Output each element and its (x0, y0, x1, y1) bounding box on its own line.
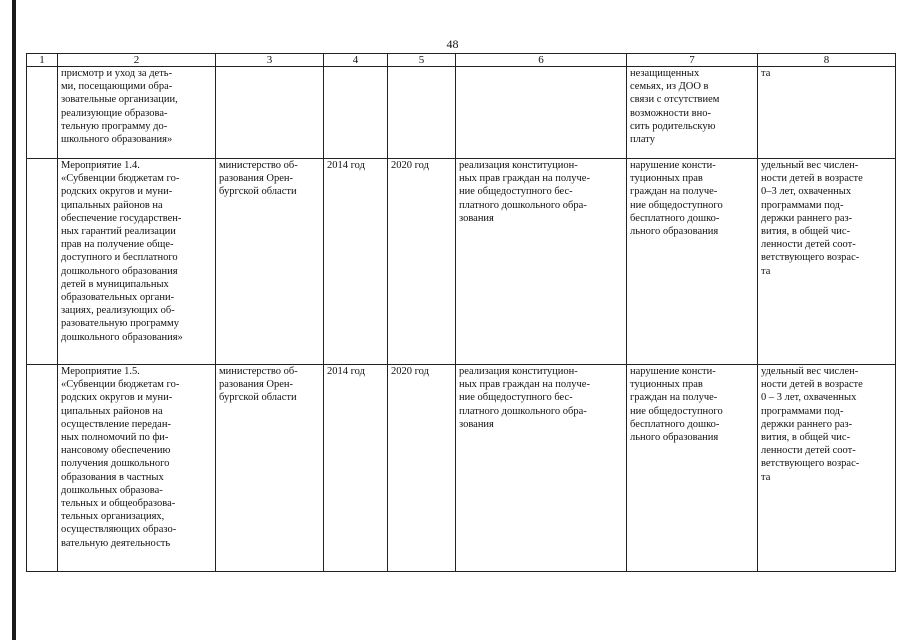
cell-text-line: ных прав граждан на получе- (459, 379, 590, 391)
cell-text-line: родских округов и муни- (61, 392, 173, 404)
cell-text-line: осуществляющих образо- (61, 524, 177, 536)
cell-text-line: детей в муниципальных (61, 278, 169, 290)
expected-result-cell (456, 67, 627, 159)
cell-text-line: реализующие образова- (61, 107, 168, 119)
page-left-border (12, 0, 16, 640)
indicator-cell (758, 67, 896, 159)
cell-text-line: та (761, 471, 771, 483)
cell-text-line: зовательные организации, (61, 94, 178, 106)
start-year-cell (324, 365, 388, 572)
cell-text-line: нарушение консти- (630, 160, 716, 171)
cell-text-line: тельных организациях, (61, 511, 165, 523)
cell-text-line: Мероприятие 1.4. (61, 160, 140, 171)
end-year-cell (388, 67, 456, 159)
cell-text-line: удельный вес числен- (761, 160, 859, 171)
cell-text-line: программами под- (761, 405, 844, 417)
cell-text-line: удельный вес числен- (761, 366, 859, 377)
cell-text-line: семьях, из ДОО в (630, 81, 709, 93)
cell-text-line: ных гарантий реализации (61, 226, 176, 238)
row-index-cell (27, 365, 58, 572)
measure-cell (58, 365, 216, 572)
cell-text-line: льного образования (630, 432, 719, 444)
measure-cell (58, 67, 216, 159)
cell-text-line: родских округов и муни- (61, 186, 173, 198)
cell-text-line: незащищенных (630, 68, 700, 79)
executor-cell (216, 365, 324, 572)
cell-text-line: ние общедоступного (630, 199, 723, 211)
column-number: 6 (456, 54, 627, 67)
cell-text-line: платного дошкольного обра- (459, 405, 587, 417)
cell-text-line: ние общедоступного (630, 405, 723, 417)
cell-text-line: доступного и бесплатного (61, 252, 178, 264)
cell-text-line: разования Орен- (219, 173, 294, 185)
cell-text-line: бургской области (219, 392, 297, 404)
cell-text-line: школьного образования» (61, 134, 173, 146)
cell-text-line: граждан на получе- (630, 186, 718, 198)
cell-text-line: держки раннего раз- (761, 418, 853, 430)
cell-text-line: ветствующего возрас- (761, 458, 860, 470)
cell-text-line: «Субвенции бюджетам го- (61, 173, 180, 185)
cell-text-line: ципальных районов на (61, 405, 163, 417)
cell-text-line: та (761, 68, 771, 79)
cell-text-line: Мероприятие 1.5. (61, 366, 140, 377)
cell-text-line: разовательную программу (61, 318, 179, 330)
cell-text-line: дошкольного образования (61, 265, 178, 277)
executor-cell (216, 67, 324, 159)
cell-text-line: нансовому обеспечению (61, 445, 171, 457)
measure-cell (58, 159, 216, 365)
column-number: 4 (324, 54, 388, 67)
consequences-cell (627, 159, 758, 365)
start-year-cell (324, 159, 388, 365)
cell-text-line: льного образования (630, 226, 719, 238)
expected-result-cell (456, 365, 627, 572)
cell-text-line: ние общедоступного бес- (459, 392, 573, 404)
cell-text-line: туционных прав (630, 379, 703, 391)
table-row (27, 365, 896, 572)
cell-text-line: зования (459, 418, 494, 430)
column-number: 2 (58, 54, 216, 67)
consequences-cell (627, 67, 758, 159)
cell-text-line: зования (459, 212, 494, 224)
cell-text-line: держки раннего раз- (761, 212, 853, 224)
cell-text-line: плату (630, 134, 655, 146)
consequences-cell (627, 365, 758, 572)
program-measures-table (26, 53, 896, 572)
cell-text-line: бесплатного дошко- (630, 418, 720, 430)
end-year-cell (388, 159, 456, 365)
table-row (27, 67, 896, 159)
column-number: 1 (27, 54, 58, 67)
cell-text-line: ципальных районов на (61, 199, 163, 211)
row-index-cell (27, 159, 58, 365)
cell-text-line: 2014 год (327, 160, 365, 171)
executor-cell (216, 159, 324, 365)
column-number: 3 (216, 54, 324, 67)
cell-text-line: осуществление передан- (61, 418, 171, 430)
cell-text-line: граждан на получе- (630, 392, 718, 404)
cell-text-line: «Субвенции бюджетам го- (61, 379, 180, 391)
indicator-cell (758, 159, 896, 365)
column-number: 7 (627, 54, 758, 67)
cell-text-line: туционных прав (630, 173, 703, 185)
cell-text-line: 2020 год (391, 366, 429, 377)
cell-text-line: вития, в общей чис- (761, 432, 851, 444)
cell-text-line: связи с отсутствием (630, 94, 720, 106)
cell-text-line: разования Орен- (219, 379, 294, 391)
cell-text-line: присмотр и уход за деть- (61, 68, 173, 79)
cell-text-line: ности детей в возрасте (761, 173, 863, 185)
cell-text-line: 2020 год (391, 160, 429, 171)
cell-text-line: ленности детей соот- (761, 239, 856, 251)
cell-text-line: платного дошкольного обра- (459, 199, 587, 211)
cell-text-line: реализация конституцион- (459, 160, 578, 171)
cell-text-line: зациях, реализующих об- (61, 305, 175, 317)
cell-text-line: 2014 год (327, 366, 365, 377)
page-number: 48 (446, 37, 459, 51)
cell-text-line: вития, в общей чис- (761, 226, 851, 238)
cell-text-line: вательную деятельность (61, 537, 171, 549)
row-index-cell (27, 67, 58, 159)
cell-text-line: реализация конституцион- (459, 366, 578, 377)
cell-text-line: ние общедоступного бес- (459, 186, 573, 198)
cell-text-line: ленности детей соот- (761, 445, 856, 457)
cell-text-line: бургской области (219, 186, 297, 198)
column-number: 5 (388, 54, 456, 67)
cell-text-line: ных прав граждан на получе- (459, 173, 590, 185)
cell-text-line: получения дошкольного (61, 458, 170, 470)
cell-text-line: ветствующего возрас- (761, 252, 860, 264)
cell-text-line: возможности вно- (630, 107, 711, 119)
cell-text-line: тельных и общеобразова- (61, 498, 176, 510)
cell-text-line: тельную программу до- (61, 120, 168, 132)
cell-text-line: дошкольного образования» (61, 331, 183, 343)
cell-text-line: министерство об- (219, 366, 298, 377)
cell-text-line: ми, посещающими обра- (61, 81, 173, 93)
start-year-cell (324, 67, 388, 159)
column-number: 8 (758, 54, 896, 67)
cell-text-line: 0–3 лет, охваченных (761, 186, 852, 198)
cell-text-line: ности детей в возрасте (761, 379, 863, 391)
end-year-cell (388, 365, 456, 572)
cell-text-line: ных полномочий по фи- (61, 432, 169, 444)
cell-text-line: 0 – 3 лет, охваченных (761, 392, 857, 404)
column-number-row (27, 54, 896, 67)
expected-result-cell (456, 159, 627, 365)
cell-text-line: обеспечение государствен- (61, 212, 182, 224)
cell-text-line: та (761, 265, 771, 277)
cell-text-line: министерство об- (219, 160, 298, 171)
indicator-cell (758, 365, 896, 572)
cell-text-line: бесплатного дошко- (630, 212, 720, 224)
cell-text-line: нарушение консти- (630, 366, 716, 377)
cell-text-line: программами под- (761, 199, 844, 211)
cell-text-line: образования в частных (61, 471, 164, 483)
cell-text-line: прав на получение обще- (61, 239, 174, 251)
cell-text-line: дошкольных образова- (61, 484, 163, 496)
table-row (27, 159, 896, 365)
cell-text-line: сить родительскую (630, 120, 716, 132)
cell-text-line: образовательных органи- (61, 292, 175, 304)
